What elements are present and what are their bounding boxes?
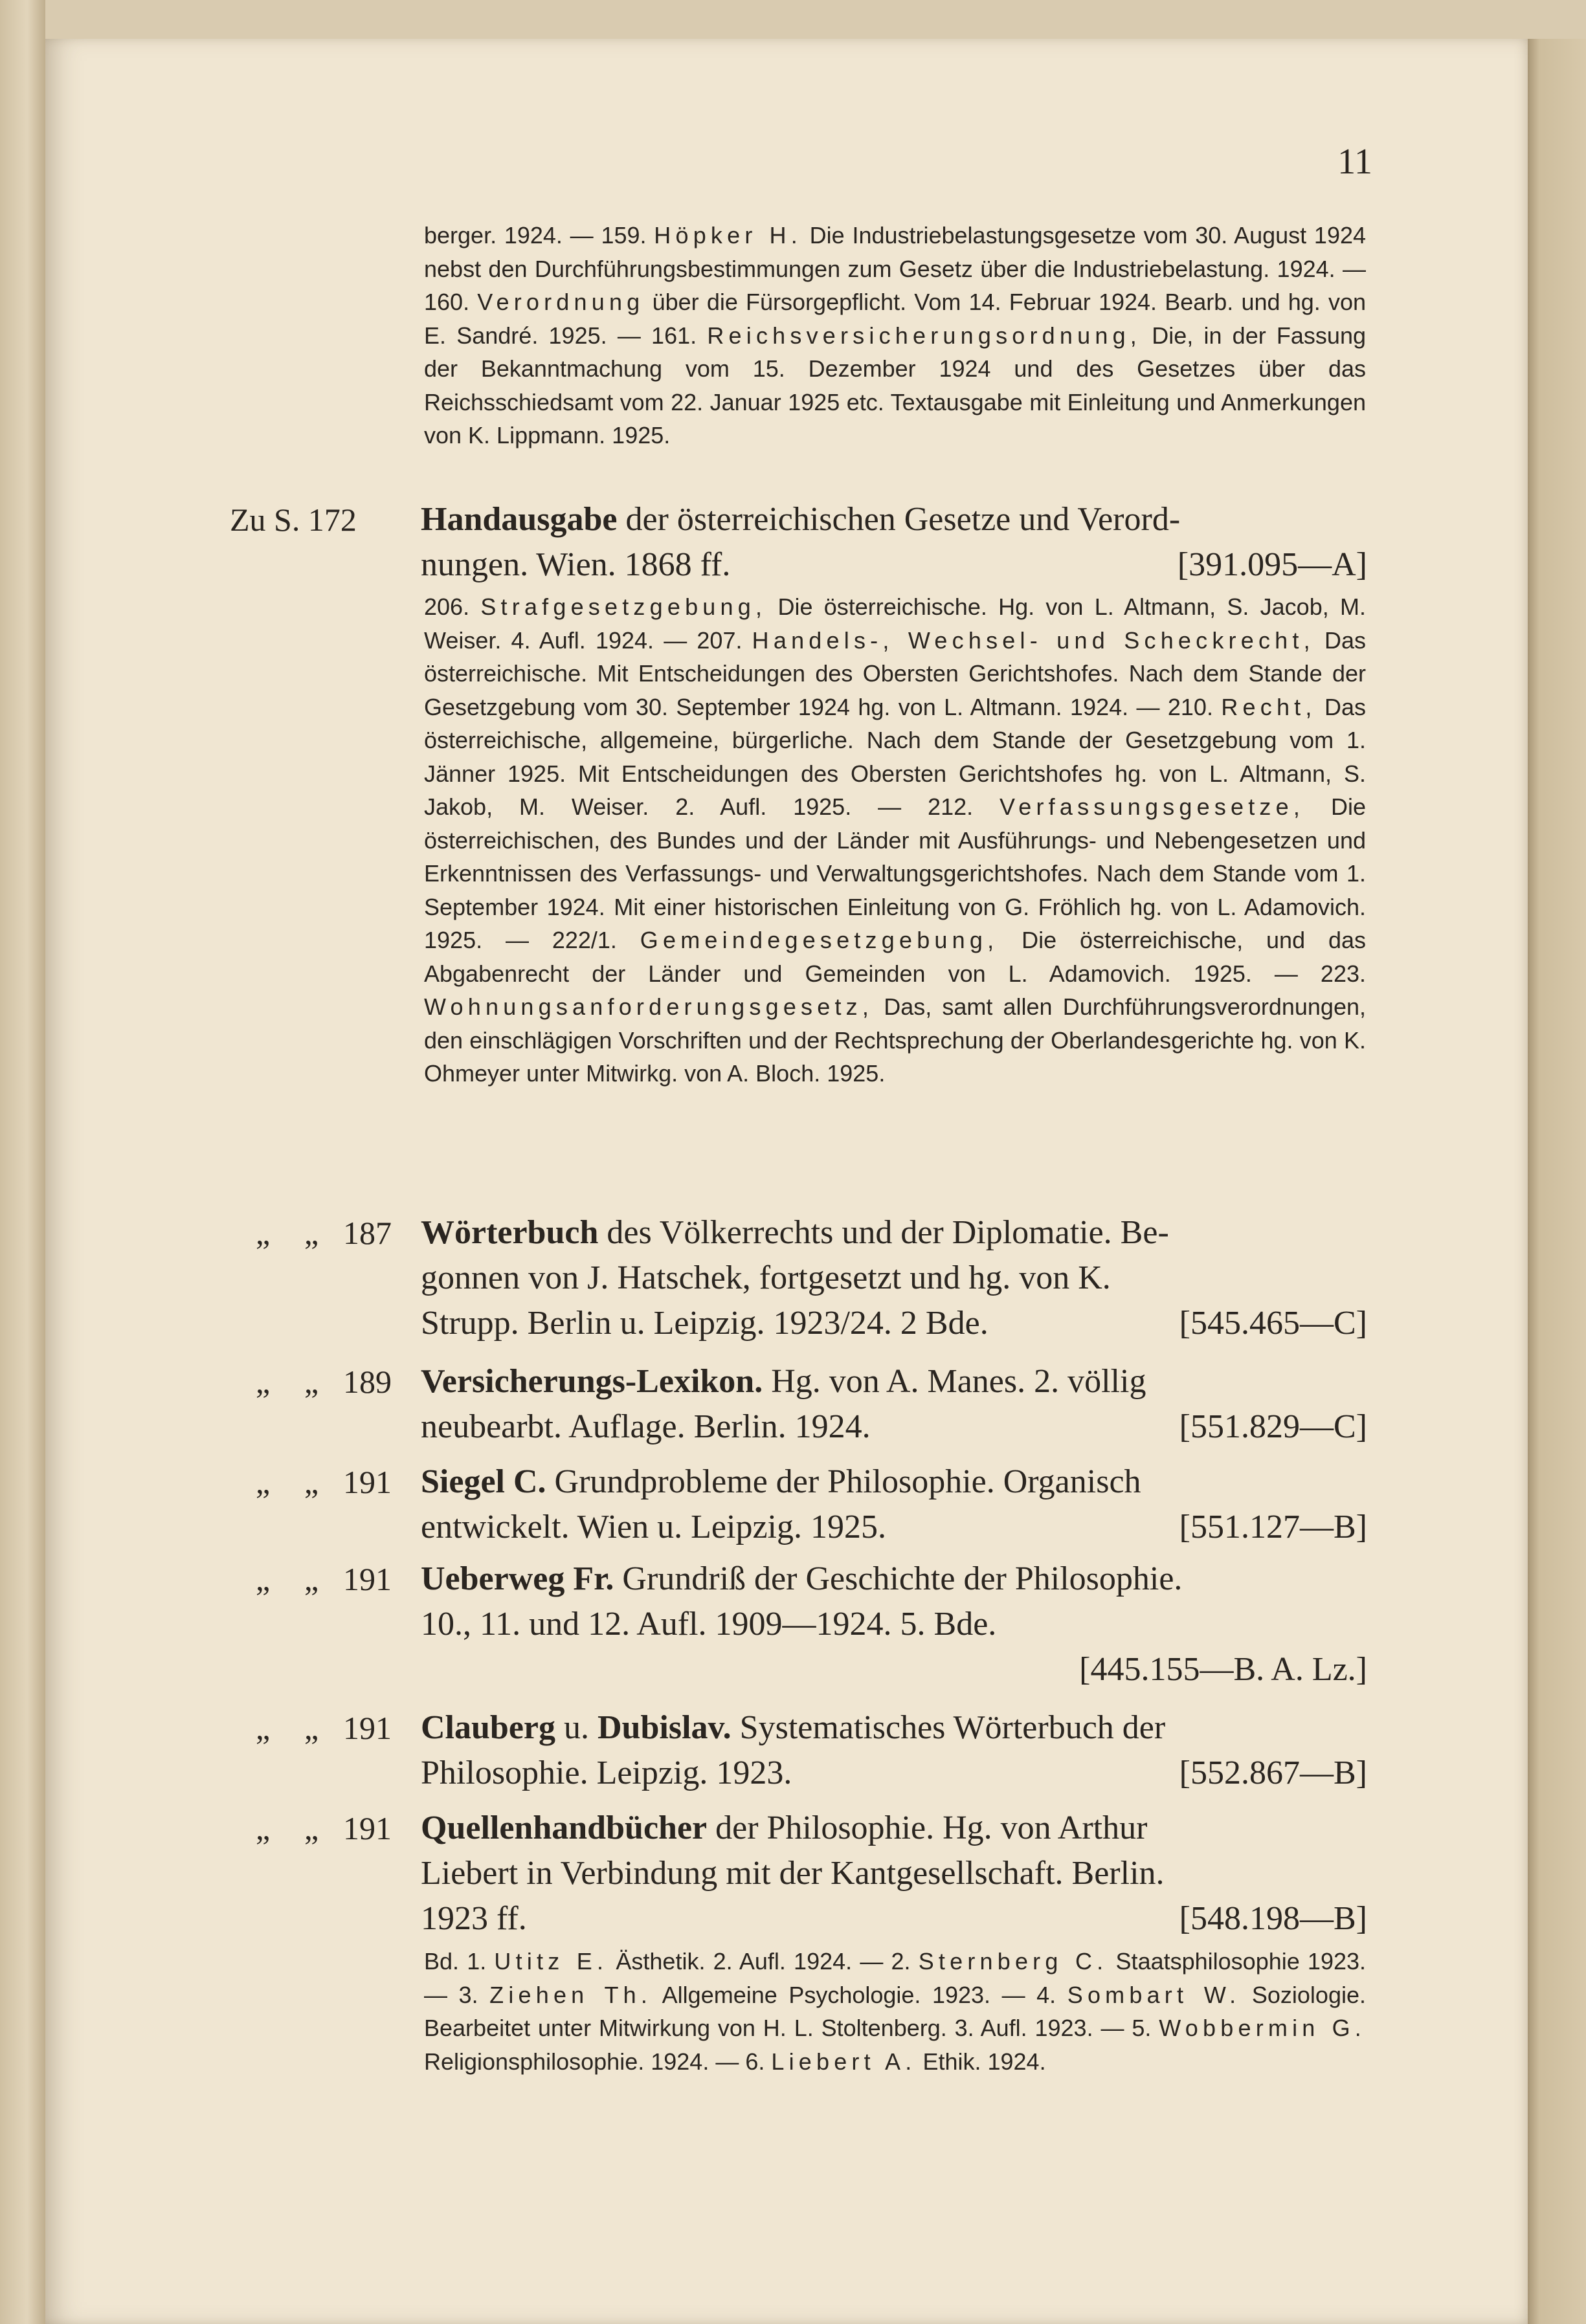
text-segment: Das österreichische, allgemeine, bürgerliche. Nach dem Stande der Gesetzgebung vom 1. Jänner 1925. Mit Entscheidungen des Obersten Gerichtshofes hg. von L. Altmann, S. Jakob, M. Weiser. 2. Aufl. 1925. — 212. bbox=[424, 693, 1366, 820]
ditto-mark: „ bbox=[256, 1464, 271, 1500]
text-segment: Die, in der Fassung der Bekanntmachung vom 15. Dezember 1924 und des Gesetzes über das Reichsschiedsamt vom 22. Januar 1925 etc. Textausgabe mit Einleitung und Anmerkungen von K. Lippmann. 1925. bbox=[424, 322, 1367, 448]
spaced-title: Wohnungsanforderungsgesetz, bbox=[424, 993, 874, 1020]
spaced-author: Höpker H. bbox=[654, 222, 802, 249]
spaced-title: Handels-, Wechsel- und Scheckrecht, bbox=[752, 626, 1315, 654]
ditto-mark: „ bbox=[256, 1561, 271, 1597]
spaced-author: Ziehen Th. bbox=[489, 1981, 653, 2008]
text-segment: Bd. 1. bbox=[424, 1948, 495, 1975]
ditto-mark: „ bbox=[304, 1215, 319, 1251]
shelf-signature: [545.465—C] bbox=[1179, 1305, 1367, 1342]
text-segment: über die Fürsorgepflicht. Vom 14. Februar 1924. Bearb. und hg. von E. Sandré. 1925. — 161. bbox=[424, 289, 1366, 349]
text-segment: Religionsphilosophie. 1924. — 6. bbox=[424, 2048, 772, 2075]
shelf-signature: [551.127—B] bbox=[1179, 1509, 1367, 1545]
text-segment: 206. bbox=[424, 593, 481, 620]
text-segment: Die österreichische, und das Abgabenrecht der Länder und Gemeinden von L. Adamovich. 1925. — 223. bbox=[424, 927, 1366, 987]
bibliography-entry bbox=[421, 1459, 1367, 1550]
entry-text: nungen. Wien. 1868 ff. bbox=[421, 546, 731, 583]
entry-text: Philosophie. Leipzig. 1923. bbox=[421, 1754, 792, 1791]
entry-page-ref: Zu S. 172 bbox=[230, 502, 357, 538]
text-segment: Ästhetik. 2. Aufl. 1924. — 2. bbox=[608, 1948, 919, 1975]
entry-title: Wörterbuch bbox=[421, 1214, 599, 1251]
text-segment: Ethik. 1924. bbox=[916, 2048, 1046, 2075]
ditto-mark: „ bbox=[256, 1364, 271, 1400]
text-segment: Das österreichische. Mit Entscheidungen des Obersten Gerichtshofes. Nach dem Stande der Gesetzgebung vom 30. September 1924 hg. von L. Altmann. 1924. — 210. bbox=[424, 626, 1366, 720]
entry-text: entwickelt. Wien u. Leipzig. 1925. bbox=[421, 1509, 886, 1545]
bibliography-entry bbox=[421, 1806, 1367, 1942]
page-stack-edge bbox=[1528, 39, 1586, 2324]
bibliography-entry bbox=[421, 1359, 1367, 1450]
spaced-title: Recht, bbox=[1221, 693, 1317, 720]
entry-text: gonnen von J. Hatschek, fortgesetzt und hg. von K. bbox=[421, 1259, 1111, 1296]
spaced-author: Wobbermin G. bbox=[1159, 2015, 1366, 2041]
entry-text: Hg. von A. Manes. 2. völlig bbox=[763, 1363, 1146, 1400]
spaced-title: Verordnung bbox=[477, 289, 645, 315]
bibliography-entry bbox=[421, 1210, 1367, 1346]
spaced-author: Sombart W. bbox=[1067, 1981, 1241, 2008]
entry-title: Quellenhandbücher bbox=[421, 1809, 708, 1846]
entry-text: Liebert in Verbindung mit der Kantgesellschaft. Berlin. bbox=[421, 1855, 1165, 1892]
shelf-signature: [551.829—C] bbox=[1179, 1408, 1367, 1445]
entry-text: des Völkerrechts und der Diplomatie. Be- bbox=[598, 1214, 1169, 1251]
entry-title: Ueberweg Fr. bbox=[421, 1560, 614, 1597]
volume-listing bbox=[424, 1945, 1366, 2078]
entry-page-number: 191 bbox=[343, 1710, 392, 1746]
spaced-title: Gemeindegesetzgebung, bbox=[640, 927, 999, 953]
ditto-mark: „ bbox=[304, 1364, 319, 1400]
entry-text: Strupp. Berlin u. Leipzig. 1923/24. 2 Bde. bbox=[421, 1305, 988, 1342]
entry-text: Grundriß der Geschichte der Philosophie. bbox=[614, 1560, 1183, 1597]
ditto-mark: „ bbox=[256, 1810, 271, 1846]
page-number: 11 bbox=[1337, 142, 1372, 182]
text-segment: Das, samt allen Durchführungsverordnungen, den einschlägigen Vorschriften und der Rechtsprechung der Oberlandesgerichte hg. von K. Ohmeyer unter Mitwirkg. von A. Bloch. 1925. bbox=[424, 993, 1366, 1087]
ditto-mark: „ bbox=[304, 1810, 319, 1846]
ditto-mark: „ bbox=[256, 1215, 271, 1251]
entry-title-second: Dubislav. bbox=[598, 1709, 732, 1746]
entry-title: Versicherungs-Lexikon. bbox=[421, 1363, 763, 1400]
text-segment: Die Industriebelastungsgesetze vom 30. August 1924 nebst den Durchführungsbestimmungen zum Gesetz über die Industriebelastung. 1924. — 160. bbox=[424, 222, 1367, 315]
ditto-mark: „ bbox=[304, 1710, 319, 1746]
entry-text: neubearbt. Auflage. Berlin. 1924. bbox=[421, 1408, 871, 1445]
continuation-paragraph bbox=[424, 219, 1366, 452]
spaced-title: Strafgesetzgebung, bbox=[480, 593, 767, 620]
text-segment: berger. 1924. — 159. bbox=[424, 222, 654, 249]
bibliography-entry bbox=[421, 1556, 1367, 1688]
shelf-signature: [552.867—B] bbox=[1179, 1754, 1367, 1791]
entry-text: 1923 ff. bbox=[421, 1900, 527, 1937]
text-segment: Die österreichische. Hg. von L. Altmann, S. Jacob, M. Weiser. 4. Aufl. 1924. — 207. bbox=[424, 593, 1366, 654]
text-segment: Soziologie. Bearbeitet unter Mitwirkung von H. L. Stoltenberg. 3. Aufl. 1923. — 5. bbox=[424, 1981, 1366, 2041]
bibliography-entry bbox=[421, 1705, 1367, 1796]
previous-page-edge bbox=[0, 0, 45, 2324]
entry-page-number: 191 bbox=[343, 1464, 392, 1500]
text-segment: Staatsphilosophie 1923. — 3. bbox=[424, 1948, 1367, 2008]
text-segment: Die österreichischen, des Bundes und der Länder mit Ausführungs- und Nebengesetzen und Erkenntnissen des Verfassungs- und Verwaltungsgerichtshofes. Nach dem Stande vom 1. September 1924. Mit einer historischen Einleitung von G. Fröhlich hg. von L. Adamovich. 1925. — 222/1. bbox=[424, 793, 1367, 953]
ditto-mark: „ bbox=[304, 1561, 319, 1597]
entry-text: u. bbox=[555, 1709, 598, 1746]
ditto-mark: „ bbox=[256, 1710, 271, 1746]
text-segment: Allgemeine Psychologie. 1923. — 4. bbox=[652, 1981, 1067, 2008]
spaced-author: Sternberg C. bbox=[918, 1948, 1108, 1975]
entry-text: der Philosophie. Hg. von Arthur bbox=[707, 1809, 1148, 1846]
spaced-title: Reichsversicherungsordnung, bbox=[707, 322, 1141, 349]
entry-page-number: 191 bbox=[343, 1561, 392, 1597]
entry-title: Clauberg bbox=[421, 1709, 555, 1746]
shelf-signature: [445.155—B. A. Lz.] bbox=[1079, 1651, 1367, 1688]
shelf-signature: [391.095—A] bbox=[1177, 546, 1367, 583]
spaced-title: Verfassungsgesetze, bbox=[1000, 793, 1305, 820]
series-listing bbox=[424, 590, 1366, 1090]
entry-title: Handausgabe bbox=[421, 501, 618, 538]
spaced-author: Liebert A. bbox=[771, 2048, 917, 2075]
ditto-mark: „ bbox=[304, 1464, 319, 1500]
entry-title: Siegel C. bbox=[421, 1463, 546, 1500]
entry-page-number: 187 bbox=[343, 1215, 392, 1251]
entry-text: Systematisches Wörterbuch der bbox=[731, 1709, 1166, 1746]
entry-text: Grundprobleme der Philosophie. Organisch bbox=[546, 1463, 1141, 1500]
shelf-signature: [548.198—B] bbox=[1179, 1900, 1367, 1937]
entry-text: 10., 11. und 12. Aufl. 1909—1924. 5. Bde. bbox=[421, 1606, 997, 1643]
entry-page-number: 189 bbox=[343, 1364, 392, 1400]
bibliography-entry bbox=[421, 497, 1367, 588]
spaced-author: Utitz E. bbox=[494, 1948, 609, 1975]
entry-text: der österreichischen Gesetze und Verord- bbox=[617, 501, 1181, 538]
entry-page-number: 191 bbox=[343, 1810, 392, 1846]
